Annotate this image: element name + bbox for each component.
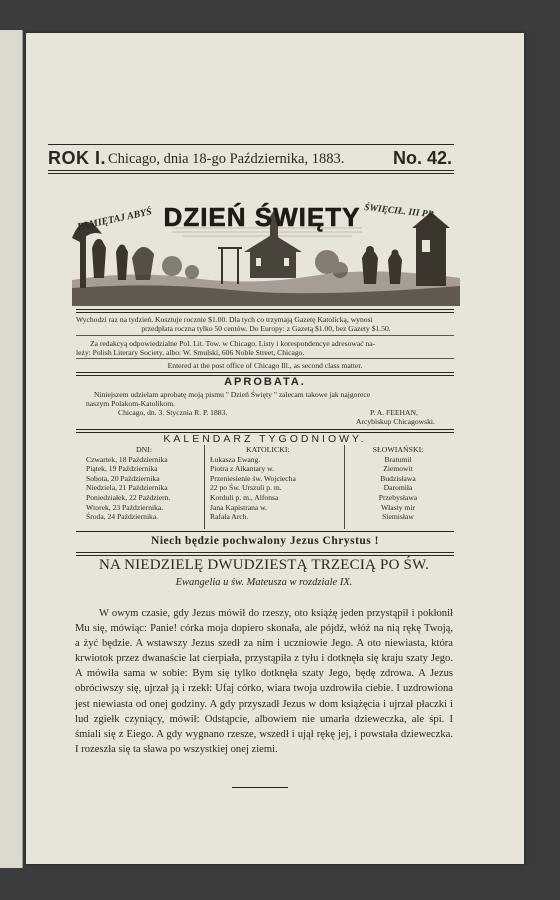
subscription-line-1: Wychodzi raz na tydzień. Kosztuje rocznie $1.00. Dla tych co trzymają Gazetę Katolicką, wynosi [76,315,373,324]
banner-illustration [72,188,460,306]
editorial-line-2: leży: Polish Literary Society, albo: W. Smulski, 606 Noble Street, Chicago. [76,348,305,357]
left-page-edge [0,30,23,868]
aprobata-title: APROBATA. [224,376,306,388]
slowianski-row: Siemisław [382,512,414,522]
slowianski-header: SŁOWIAŃSKI: [372,445,424,454]
aprobata-line-2: naszym Polakom-Katolikom. [86,399,176,408]
dni-row: Sobota, 20 Października [86,473,160,483]
newspaper-title: DZIEŃ ŚWIĘTY [163,202,361,232]
kalendarz-title: KALENDARZ TYGODNIOWY. [163,433,367,445]
signer-name: P. A. FEEHAN, [370,408,418,417]
katolicki-row: Korduli p. m., Alfonsa [210,492,279,502]
aprobata-signature [356,408,466,426]
slowianski-row: Własty mir [381,502,415,512]
katolicki-row: Łukasza Ewang. [210,454,261,464]
katolicki-row: Piotra z Alkantary w. [210,464,275,474]
katolicki-row: Jana Kapistrana w. [210,502,268,512]
article-heading: NA NIEDZIELĘ DWUDZIESTĄ TRZECIĄ PO ŚW. [98,557,430,573]
article-end-rule [232,787,288,788]
kalendarz-col-katolicki [210,445,340,529]
motto-right: ŚWIĘCIŁ. III PR. [363,203,437,221]
banner-rule [76,309,454,313]
subscription-info [76,315,456,333]
editorial-info [76,339,456,357]
katolicki-row: Rafała Arch. [210,512,249,522]
signer-title: Arcybiskup Chicagowski. [356,417,435,426]
kalendarz-divider-2 [344,445,345,529]
title-banner [72,188,460,306]
motto-left: PAMIĘTAJ ABYŚ [76,206,153,233]
slowianski-row: Ziemowit [383,464,413,474]
issue-number: No. 42. [392,148,452,168]
dni-row: Poniedziałek, 22 Październ. [86,492,171,502]
editorial-rule [76,358,454,359]
subscription-rule [76,335,454,336]
masthead-top-rule [48,144,454,145]
slowianski-row: Przebysława [378,492,418,502]
kalendarz-divider-1 [204,445,205,529]
aprobata-line-3: Chicago, dn. 3. Stycznia R. P. 1883. [118,408,228,417]
volume-label: ROK I. [48,148,107,168]
slowianski-row: Bratumil [384,454,412,464]
aprobata-line-1: Niniejszem udzielam aprobatę moją pismu " Dzień Święty " zalecam takowe jak najgorece [94,390,371,399]
article-paragraph: W owym czasie, gdy Jezus mówił do rzeszy, oto książę jeden przystąpił i pokłonił Mu się, mówiąc: Panie! córka moja dopiero skonała, ale pójdź, włóż na nią rękę Twoją, a żyć będzie. A wstawszy Jezus szedł za nim i uczniowie Jego. A oto niewiasta, która krwiotok przez dwanaście lat cierpiała, przystąpiła z tyłu i dotknęła się kraju szaty Jego. A mówiła sama w sobie: Bym się tylko dotknęła szaty Jego, będę zdrowa. A Jezus obróciwszy się, ujrzał ją i rzekł: Ufaj córko, wiara twoja uzdrowiła ciebie. I uzdrowiona jest niewiasta od onej godziny. A gdy przyszadł Jezus w dom książęcia i ujrzał płaczki i lud zgiełk czyniący, mówił: Odstąpcie, albowiem nie umarła dzieweczka, ale śpi. I śmiali się z Eiego. A gdy wygnano rzesze, wszedł i ujął rękę jej, i powstała dzieweczka. I rozeszła się ta sława po wszystkiej onej ziemi. [75,608,453,755]
masthead-bottom-rule [48,170,454,174]
motto-line: Niech będzie pochwalony Jezus Chrystus ! [151,535,379,547]
slowianski-row: Daromiła [383,483,413,493]
dni-row: Czwartek, 18 Października [86,454,168,464]
katolicki-row: 22 po Św. Urszuli p. m. [210,483,282,493]
issue-date: Chicago, dnia 18-go Października, 1883. [108,151,345,167]
motto-rule [76,552,454,556]
article-subheading: Ewangelia u św. Mateusza w rozdziale IX. [175,577,353,588]
masthead [48,112,454,178]
postal-entry: Entered at the post office of Chicago Ill., as second class matter. [167,361,363,370]
editorial-line-1: Za redakcyą odpowiedzialne Pol. Lit. Tow. w Chicago. Listy i korespondencye adresować na- [90,339,376,348]
dni-row: Wtorek, 23 Października. [86,502,164,512]
kalendarz-bottom-rule [76,531,454,532]
kalendarz-table [78,445,450,531]
kalendarz-col-dni [86,445,196,529]
slowianski-row: Budzisława [380,473,416,483]
dni-row: Piątek, 19 Października [86,464,158,474]
katolicki-header: KATOLICKI: [246,445,290,454]
subscription-line-2: przedpłata roczna tylko 50 centów. Do Europy: z Gazetą $1.00, bez Gazety $1.50. [141,324,391,333]
katolicki-row: Przeniesienie św. Wojciecha [210,473,296,483]
dni-row: Środa, 24 Października. [86,512,159,522]
dni-row: Niedziela, 21 Października [86,483,168,493]
dni-header: DNI: [136,445,153,454]
article-body [75,606,453,757]
kalendarz-col-slowianski [348,445,448,529]
